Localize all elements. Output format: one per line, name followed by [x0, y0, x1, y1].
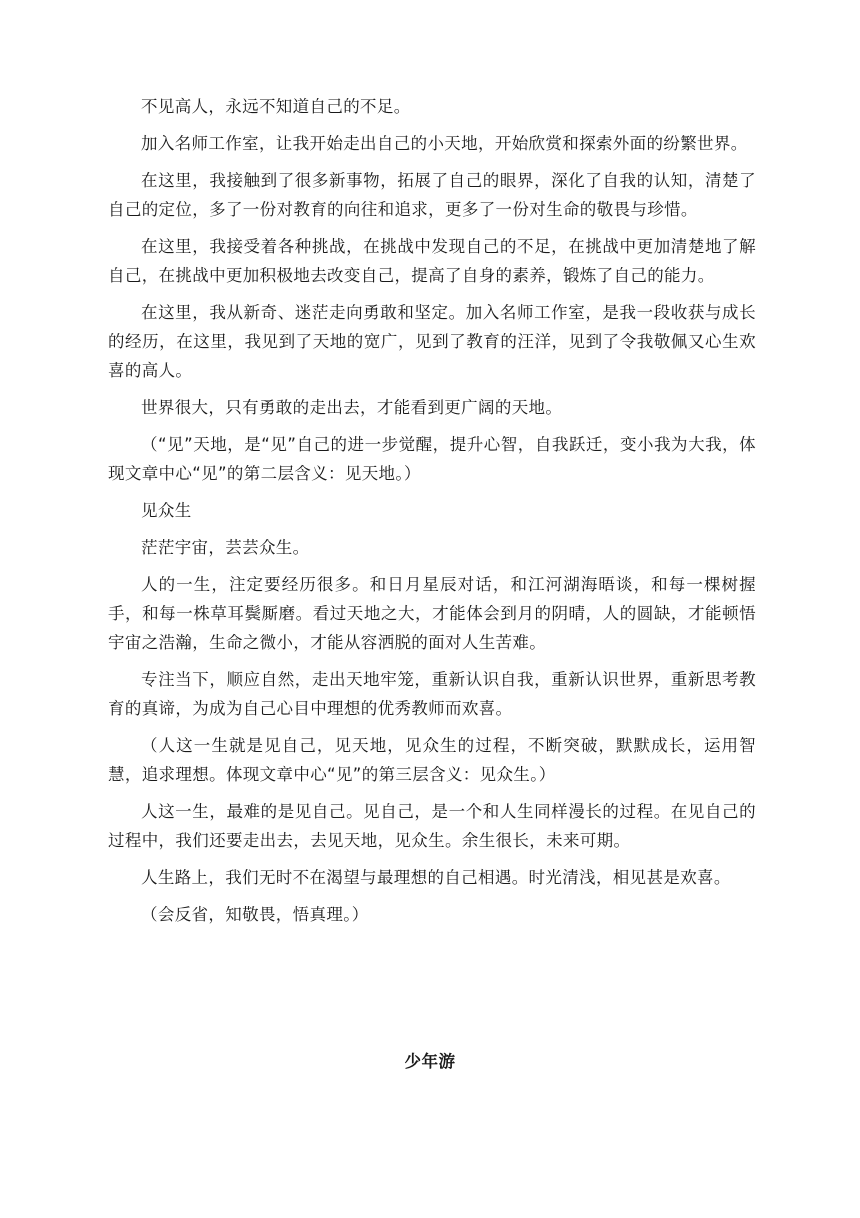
- paragraph: 在这里，我接触到了很多新事物，拓展了自己的眼界，深化了自我的认知，清楚了自己的定位，多了一份对教育的向往和追求，更多了一份对生命的敬畏与珍惜。: [108, 171, 756, 219]
- paragraph: 人生路上，我们无时不在渴望与最理想的自己相遇。时光清浅，相见甚是欢喜。: [141, 868, 731, 887]
- paragraph-note: （“见”天地，是“见”自己的进一步觉醒，提升心智，自我跃迁，变小我为大我，体现文章中心“见”的第二层含义：见天地。）: [108, 435, 756, 483]
- paragraph: 在这里，我从新奇、迷茫走向勇敢和坚定。加入名师工作室，是我一段收获与成长的经历，在这里，我见到了天地的宽广，见到了教育的汪洋，见到了令我敬佩又心生欢喜的高人。: [108, 303, 756, 380]
- paragraph: 人这一生，最难的是见自己。见自己，是一个和人生同样漫长的过程。在见自己的过程中，我们还要走出去，去见天地，见众生。余生很长，未来可期。: [108, 802, 756, 850]
- paragraph: 专注当下，顺应自然，走出天地牢笼，重新认识自我，重新认识世界，重新思考教育的真谛，为成为自己心目中理想的优秀教师而欢喜。: [108, 670, 756, 718]
- paragraph: 在这里，我接受着各种挑战，在挑战中发现自己的不足，在挑战中更加清楚地了解自己，在挑战中更加积极地去改变自己，提高了自身的素养，锻炼了自己的能力。: [108, 237, 756, 285]
- paragraph: 世界很大，只有勇敢的走出去，才能看到更广阔的天地。: [141, 398, 563, 417]
- document-body: [108, 92, 756, 929]
- paragraph: 茫茫宇宙，芸芸众生。: [141, 538, 310, 557]
- paragraph-note: （会反省，知敬畏，悟真理。）: [141, 905, 369, 924]
- section-heading: 见众生: [141, 501, 192, 520]
- paragraph-note: （人这一生就是见自己，见天地，见众生的过程，不断突破，默默成长，运用智慧，追求理想。体现文章中心“见”的第三层含义：见众生。）: [108, 736, 756, 784]
- paragraph: 加入名师工作室，让我开始走出自己的小天地，开始欣赏和探索外面的纷繁世界。: [141, 134, 748, 153]
- paragraph: 人的一生，注定要经历很多。和日月星辰对话，和江河湖海晤谈，和每一棵树握手，和每一株草耳鬓厮磨。看过天地之大，才能体会到月的阴晴，人的圆缺，才能顿悟宇宙之浩瀚，生命之微小，才能从容洒脱的面对人生苦难。: [108, 575, 756, 652]
- next-article-title: 少年游: [404, 1052, 456, 1071]
- paragraph: 不见高人，永远不知道自己的不足。: [141, 97, 411, 116]
